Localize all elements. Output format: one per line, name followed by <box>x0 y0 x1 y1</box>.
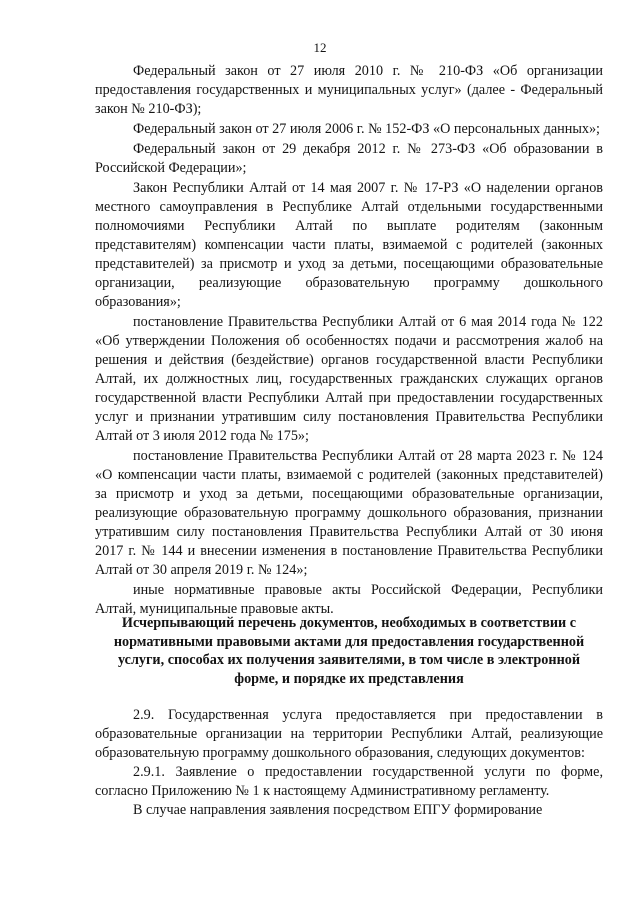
paragraph-law-273fz: Федеральный закон от 29 декабря 2012 г. № 273-ФЗ «Об образовании в Российской Федерации»; <box>95 141 603 176</box>
page-number: 12 <box>313 40 327 55</box>
paragraph-other-acts: иные нормативные правовые акты Российской Федерации, Республики Алтай, муниципальные правовые акты. <box>95 582 603 617</box>
paragraph-decree-122-2014: постановление Правительства Республики Алтай от 6 мая 2014 года № 122 «Об утверждении Положения об особенностях подачи и рассмотрения жалоб на решения и действия (бездействие) органов государственной власти Республики Алтай, их должностных лиц, государственных гражданских служащих органов государственной власти Республики Алтай при предоставлении государственных услуг и признании утратившим силу постановления Правительства Республики Алтай от 3 июля 2012 года № 175»; <box>95 314 603 444</box>
paragraph-law-152fz: Федеральный закон от 27 июля 2006 г. № 152-ФЗ «О персональных данных»; <box>133 121 600 137</box>
paragraph-decree-124-2023: постановление Правительства Республики Алтай от 28 марта 2023 г. № 124 «О компенсации части платы, взимаемой с родителей (законных представителей) за присмотр и уход за детьми, посещающими образовательные организации, реализующие образовательную программу дошкольного образования, признании утратившим силу постановления Правительства Республики Алтай от 30 июня 2017 г. № 144 и внесении изменения в постановление Правительства Республики Алтай от 30 апреля 2019 г. № 124»; <box>95 448 603 578</box>
legal-basis-list <box>95 62 603 619</box>
paragraph-law-210fz: Федеральный закон от 27 июля 2010 г. № 210-ФЗ «Об организации предоставления государственных и муниципальных услуг» (далее - Федеральный закон № 210-ФЗ); <box>95 63 603 117</box>
documents-section <box>95 706 603 820</box>
paragraph-2-9: 2.9. Государственная услуга предоставляется при предоставлении в образовательные организации на территории Республики Алтай, реализующие образовательную программу дошкольного образования, следующих документов: <box>95 707 603 761</box>
paragraph-2-9-1: 2.9.1. Заявление о предоставлении государственной услуги по форме, согласно Приложению № 1 к настоящему Административному регламенту. <box>95 764 603 799</box>
paragraph-law-17rz: Закон Республики Алтай от 14 мая 2007 г. № 17-РЗ «О наделении органов местного самоуправления в Республике Алтай отдельными государственными полномочиями Республики Алтай по выплате родителям (законным представителям) компенсации части платы, взимаемой с родителей (законных представителей) за присмотр и уход за детьми, посещающими образовательные организации, реализующие образовательную программу дошкольного образования»; <box>95 180 603 310</box>
paragraph-epgu: В случае направления заявления посредством ЕПГУ формирование <box>133 802 543 818</box>
section-heading: Исчерпывающий перечень документов, необходимых в соответствии с нормативными правовыми актами для предоставления государственной услуги, способах их получения заявителями, в том числе в электронной форме, и порядке их представления <box>113 615 585 687</box>
